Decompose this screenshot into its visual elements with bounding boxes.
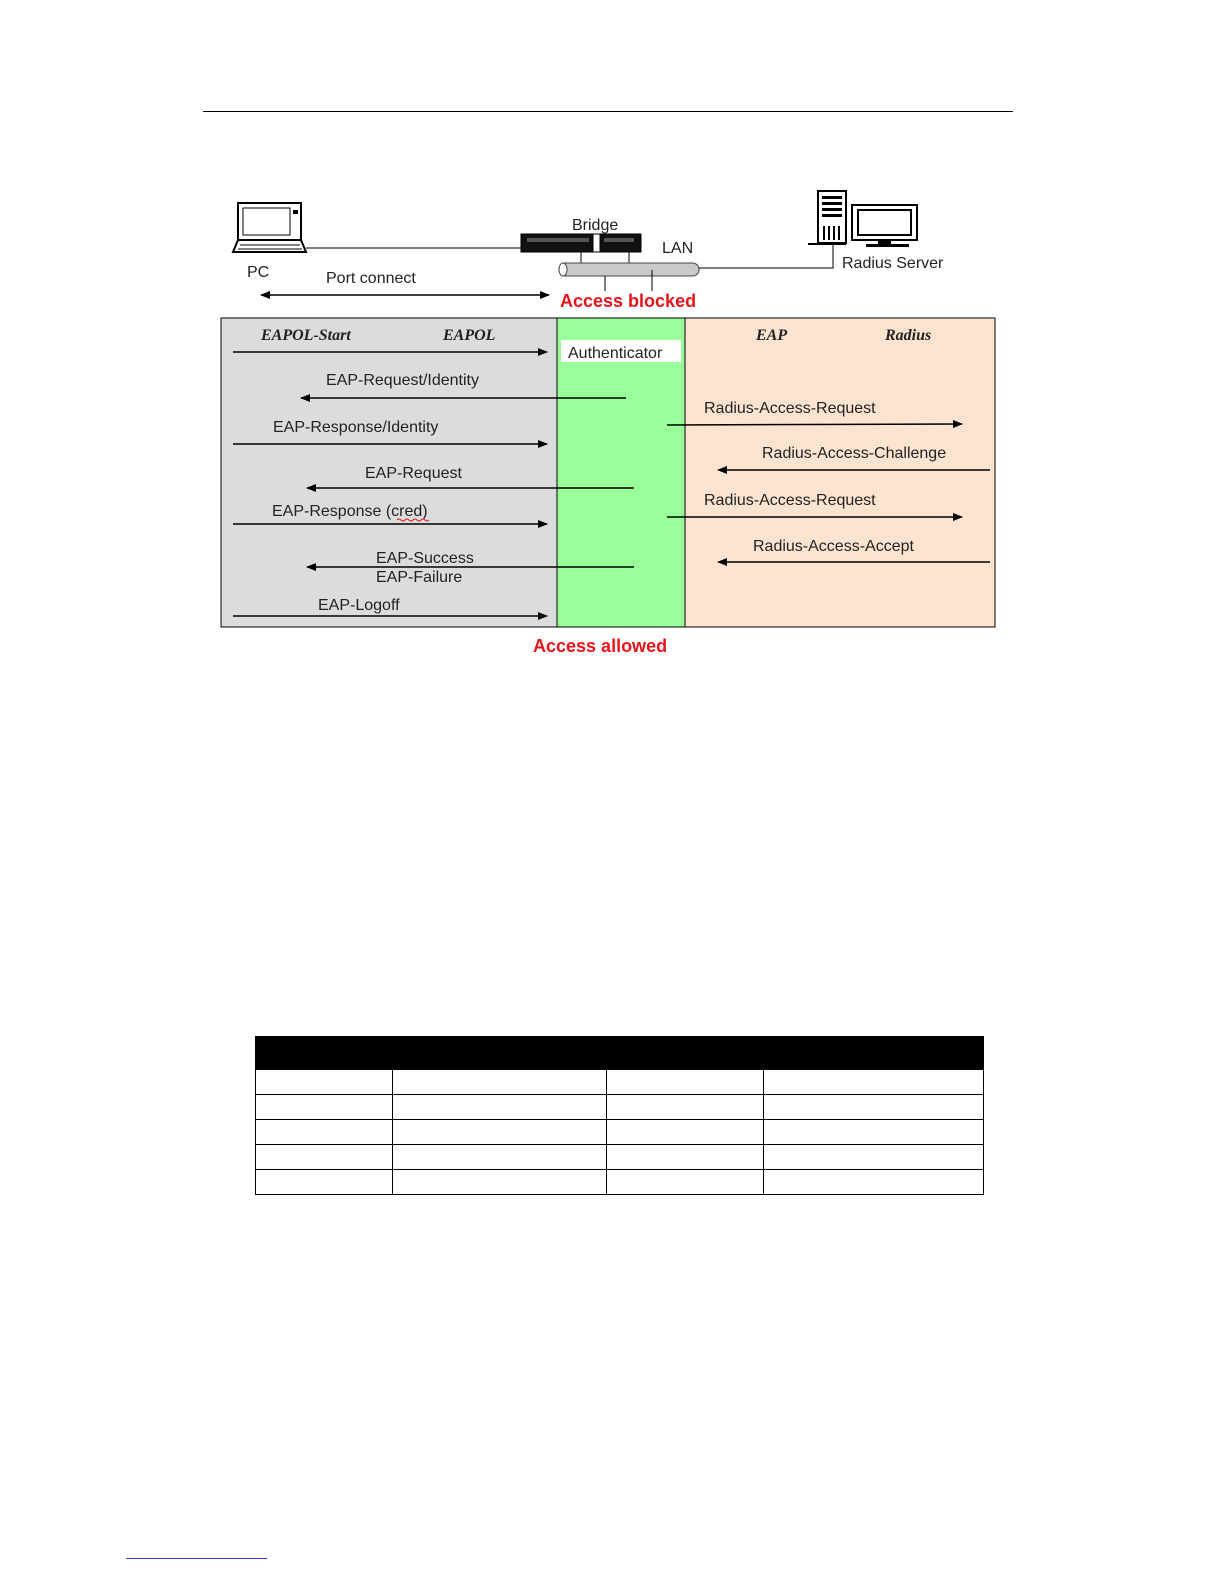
table-cell (393, 1070, 607, 1095)
lan-label: LAN (662, 240, 694, 257)
table-cell (764, 1120, 984, 1145)
eap-logoff-label: EAP-Logoff (318, 597, 400, 614)
radius-access-request-label-1: Radius-Access-Request (704, 400, 876, 417)
table-cell (764, 1170, 984, 1195)
authenticator-panel (557, 318, 685, 627)
table-row (256, 1070, 984, 1095)
footnote-rule (126, 1558, 267, 1559)
radius-access-challenge-label: Radius-Access-Challenge (762, 445, 947, 462)
table-cell (393, 1120, 607, 1145)
table-cell (256, 1120, 393, 1145)
table-cell (256, 1145, 393, 1170)
access-allowed-label: Access allowed (533, 636, 668, 656)
table-cell (256, 1170, 393, 1195)
table-cell (764, 1145, 984, 1170)
eapol-authentication-diagram (0, 0, 1224, 680)
laptop-icon (233, 203, 306, 252)
eapol-header: EAPOL (443, 327, 496, 344)
eap-request-label: EAP-Request (365, 465, 462, 482)
table-header-cell (607, 1037, 764, 1070)
table-row (256, 1095, 984, 1120)
eap-success-label: EAP-Success (376, 550, 474, 567)
data-table (255, 1036, 984, 1195)
radius-access-accept-label: Radius-Access-Accept (753, 538, 914, 555)
table-cell (393, 1095, 607, 1120)
pc-label: PC (247, 264, 270, 281)
table-cell (607, 1070, 764, 1095)
table-cell (607, 1170, 764, 1195)
lan-bus-icon (559, 252, 699, 291)
eapol-start-header: EAPOL-Start (261, 327, 351, 344)
monitor-icon (852, 205, 917, 247)
table-cell (764, 1095, 984, 1120)
eap-response-cred-label: EAP-Response (cred) (272, 503, 428, 520)
eap-request-identity-label: EAP-Request/Identity (326, 372, 479, 389)
table-row (256, 1170, 984, 1195)
table-row (256, 1145, 984, 1170)
table-row (256, 1120, 984, 1145)
table-cell (607, 1095, 764, 1120)
server-cable (699, 244, 833, 268)
server-tower-icon (808, 191, 846, 244)
eap-failure-label: EAP-Failure (376, 569, 463, 586)
access-blocked-label: Access blocked (560, 291, 697, 311)
radius-server-label: Radius Server (842, 255, 944, 272)
table-header-cell (256, 1037, 393, 1070)
eap-header: EAP (756, 327, 788, 344)
table-cell (256, 1070, 393, 1095)
table-cell (393, 1170, 607, 1195)
table-header-cell (764, 1037, 984, 1070)
table-cell (393, 1145, 607, 1170)
radius-access-request-arrow-1 (667, 424, 962, 425)
eap-response-identity-label: EAP-Response/Identity (273, 419, 439, 436)
port-connect-label: Port connect (326, 270, 416, 287)
table-cell (764, 1070, 984, 1095)
table-header-cell (393, 1037, 607, 1070)
radius-header: Radius (885, 327, 932, 344)
table-cell (607, 1120, 764, 1145)
radius-panel (685, 318, 995, 627)
authenticator-label: Authenticator (568, 345, 663, 362)
bridge-label: Bridge (572, 217, 619, 234)
radius-access-request-label-2: Radius-Access-Request (704, 492, 876, 509)
table-cell (607, 1145, 764, 1170)
bridge-switch-icon (521, 234, 641, 252)
table-cell (256, 1095, 393, 1120)
table-header-row (256, 1037, 984, 1070)
